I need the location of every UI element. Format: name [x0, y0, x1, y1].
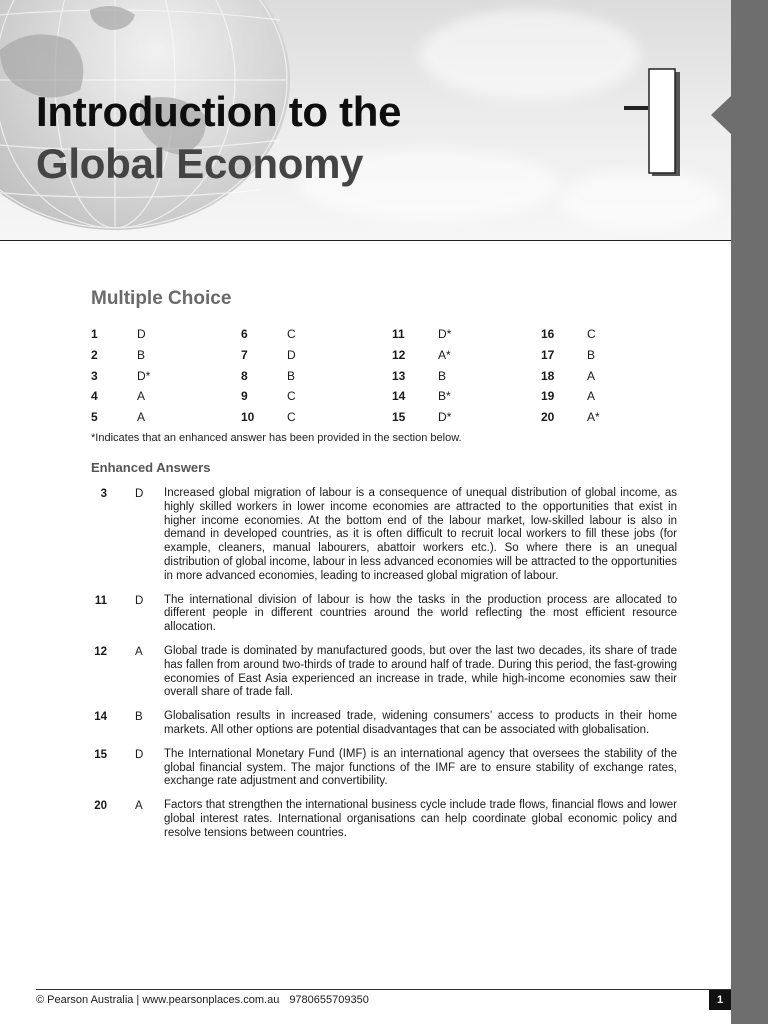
- question-number: 19: [541, 389, 555, 404]
- enhanced-answer-letter: A: [135, 800, 143, 813]
- enhanced-answer-letter: D: [135, 748, 144, 761]
- answer-row: [91, 407, 211, 428]
- answer-letter: B: [438, 368, 447, 383]
- chapter-header: [0, 0, 731, 241]
- cloud-decoration: [420, 10, 640, 100]
- answer-column: [392, 324, 512, 428]
- cloud-decoration: [560, 170, 720, 230]
- page-number: 1: [709, 990, 731, 1010]
- enhanced-answers-heading: Enhanced Answers: [91, 460, 211, 475]
- question-number: 18: [541, 368, 555, 383]
- question-number: 14: [392, 389, 406, 404]
- question-number: 9: [241, 389, 248, 404]
- answer-row: [241, 345, 361, 366]
- chapter-title: [36, 86, 401, 190]
- question-number: 7: [241, 347, 248, 362]
- question-number: 8: [241, 368, 248, 383]
- footer-publisher: © Pearson Australia | www.pearsonplaces.com.au: [36, 994, 280, 1006]
- answer-letter: A: [137, 410, 146, 425]
- answer-column: [91, 324, 211, 428]
- answer-letter: A*: [438, 347, 451, 362]
- enhanced-answer-item: [91, 799, 677, 840]
- answer-row: [91, 324, 211, 345]
- answer-letter: C: [287, 389, 296, 404]
- answer-row: [541, 407, 661, 428]
- answer-column: [541, 324, 661, 428]
- enhanced-answer-item: [91, 487, 677, 584]
- answer-row: [241, 407, 361, 428]
- title-line-2: Global Economy: [36, 140, 364, 187]
- answer-row: [241, 324, 361, 345]
- answer-letter: B: [137, 347, 146, 362]
- answer-letter: C: [287, 410, 296, 425]
- enhanced-question-number: 12: [94, 645, 107, 658]
- answer-row: [392, 407, 512, 428]
- enhanced-question-number: 20: [94, 800, 107, 813]
- enhanced-answer-item: [91, 748, 677, 789]
- answer-row: [392, 366, 512, 387]
- answer-row: [541, 386, 661, 407]
- enhanced-answer-text: Global trade is dominated by manufactured goods, but over the last two decades, its share of trade has fallen from around two-thirds of trade to around half of trade. During this period, the fast-growing economies of East Asia experienced an increase in trade, while high-income economies saw their overall share of trade fall.: [164, 644, 677, 699]
- enhanced-answer-text: The International Monetary Fund (IMF) is an international agency that oversees the stability of the global financial system. The major functions of the IMF are to ensure stability of exchange rates, exchange rate adjustment and convertibility.: [164, 747, 677, 788]
- answer-row: [241, 386, 361, 407]
- enhanced-answers-list: [91, 487, 677, 851]
- answer-row: [91, 345, 211, 366]
- enhanced-question-number: 3: [100, 488, 107, 500]
- question-number: 1: [91, 327, 98, 341]
- question-number: 2: [91, 347, 98, 362]
- enhanced-answer-text: Increased global migration of labour is a consequence of unequal distribution of global income, as highly skilled workers in lower income economies are attracted to the opportunities that exist in higher income economies. At the bottom end of the labour market, low-skilled labour is also in demand in developed countries, as it is often difficult to recruit local workers to fill these jobs (for example, cleaners, manual labourers, abattoir workers etc.). So where there is an unequal distribution of global income, labour in less advanced economies will be attracted to the opportunities in more advanced economies, leading to increased global migration of labour.: [164, 487, 677, 582]
- answer-letter: B: [287, 368, 296, 383]
- answer-letter: D: [137, 327, 146, 341]
- answer-letter: A: [587, 368, 596, 383]
- enhanced-answer-letter: A: [135, 645, 143, 658]
- answer-letter: A: [137, 389, 146, 404]
- question-number: 15: [392, 410, 406, 425]
- footer-divider: [36, 989, 731, 990]
- answer-row: [541, 345, 661, 366]
- answer-letter: B: [587, 347, 596, 362]
- footer: [36, 994, 369, 1006]
- question-number: 4: [91, 389, 98, 404]
- answer-letter: A: [587, 389, 596, 404]
- answer-row: [241, 366, 361, 387]
- answer-row: [91, 386, 211, 407]
- answer-row: [392, 324, 512, 345]
- answer-letter: D*: [438, 327, 452, 341]
- answer-column: [241, 324, 361, 428]
- answer-row: [541, 324, 661, 345]
- answer-row: [541, 366, 661, 387]
- enhanced-answer-item: [91, 710, 677, 738]
- question-number: 11: [392, 327, 405, 341]
- enhanced-question-number: 11: [94, 594, 107, 607]
- question-number: 5: [91, 410, 98, 425]
- answer-letter: C: [287, 327, 296, 341]
- enhanced-answer-letter: B: [135, 711, 143, 724]
- question-number: 6: [241, 327, 248, 341]
- side-bar: [731, 0, 768, 1024]
- answer-footnote: *Indicates that an enhanced answer has been provided in the section below.: [91, 432, 462, 444]
- answer-row: [392, 386, 512, 407]
- enhanced-answer-text: Globalisation results in increased trade, widening consumers’ access to products in their home markets. All other options are potential disadvantages that can be associated with globalisation.: [164, 710, 677, 736]
- enhanced-answer-item: [91, 594, 677, 635]
- question-number: 20: [541, 410, 555, 425]
- chapter-number-graphic-icon: [622, 66, 682, 176]
- enhanced-answer-letter: D: [135, 488, 144, 500]
- enhanced-answer-text: Factors that strengthen the international business cycle include trade flows, financial flows and lower global interest rates. International organisations can help coordinate global economic policy and resolve tensions between countries.: [164, 799, 677, 839]
- answer-row: [91, 366, 211, 387]
- answer-letter: D: [287, 347, 296, 362]
- enhanced-answer-item: [91, 645, 677, 700]
- enhanced-question-number: 14: [94, 711, 107, 724]
- answer-letter: A*: [587, 410, 600, 425]
- question-number: 12: [392, 347, 406, 362]
- question-number: 13: [392, 368, 406, 383]
- enhanced-question-number: 15: [94, 748, 107, 761]
- answer-letter: D*: [137, 368, 151, 383]
- multiple-choice-heading: Multiple Choice: [91, 288, 232, 309]
- answer-letter: C: [587, 327, 596, 341]
- side-bar-notch: [711, 96, 731, 134]
- question-number: 16: [541, 327, 555, 341]
- question-number: 10: [241, 410, 255, 425]
- answer-letter: B*: [438, 389, 451, 404]
- enhanced-answer-text: The international division of labour is how the tasks in the production process are allocated to different people in different countries around the world reflecting the most efficient resource allocation.: [164, 593, 677, 634]
- footer-isbn: 9780655709350: [289, 994, 369, 1006]
- title-line-1: Introduction to the: [36, 88, 402, 135]
- answer-row: [392, 345, 512, 366]
- question-number: 3: [91, 368, 98, 383]
- question-number: 17: [541, 347, 555, 362]
- answer-letter: D*: [438, 410, 452, 425]
- enhanced-answer-letter: D: [135, 594, 144, 607]
